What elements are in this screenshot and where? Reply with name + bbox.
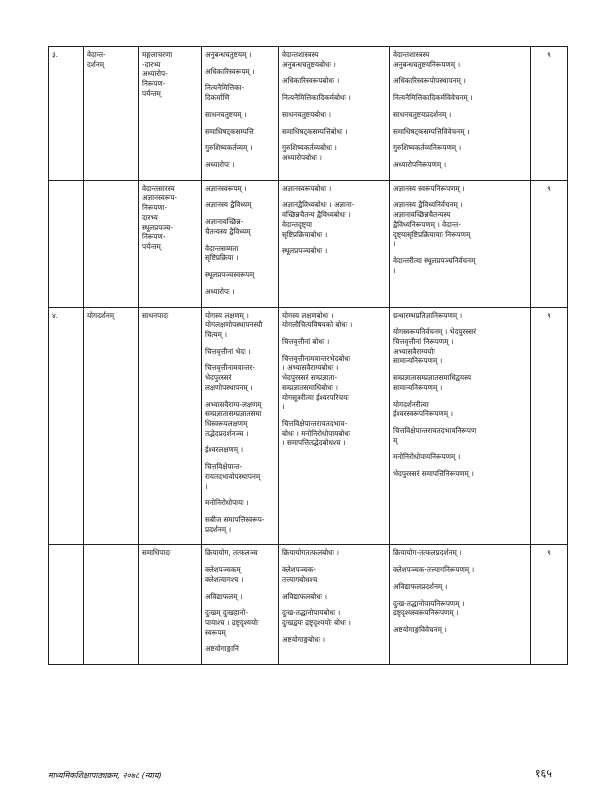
topic-item: गुरुशिष्यकर्तव्यम् । bbox=[205, 143, 253, 153]
topics-cell bbox=[202, 545, 279, 665]
footer-curriculum-title: माध्यमिकशिक्षापाठ्यक्रम, २०७८ (न्याय) bbox=[48, 771, 162, 780]
competency-item: योगस्वरूपनिर्वचनम् । भेदपुरस्सरं चित्तवृत्तीनां निरूपणम् । अभ्यासवैराग्ययोः सामान्यनिरूपणम् । bbox=[393, 327, 477, 366]
objective-item: समाधिषट्कसम्पत्तिबोधः । bbox=[282, 126, 348, 136]
objective-item: अज्ञानस्वरूपबोधः । bbox=[282, 183, 332, 193]
topic-item: चित्तवृत्तीनां भेदः । bbox=[205, 346, 251, 356]
topic-item: अध्यारोपः । bbox=[205, 160, 235, 170]
objective-item: अष्टयोगाङ्गबोधः । bbox=[282, 634, 326, 644]
objective-item: साधनचतुष्टयबोधः । bbox=[282, 109, 332, 119]
hours-value: ९ bbox=[531, 180, 568, 307]
competency-item: भेदपुरस्सरं समापत्तिनिरूपणम् । bbox=[393, 469, 474, 479]
competencies-cell bbox=[390, 307, 531, 545]
topics-cell bbox=[202, 307, 279, 545]
objective-item: स्थूलप्रपञ्चबोधः । bbox=[282, 246, 328, 256]
topic-item: अभ्यासवैराग्य-लक्षणम् सम्प्रज्ञातासम्प्रज्ञातसमा धिस्वरूपलक्षणम् तद्भेदप्रदर्शनञ्च । bbox=[205, 399, 262, 438]
topic-item: चित्तवृत्तीनामवान्तर- भेदपुरस्सरं लक्षणोपस्थापनम् । bbox=[205, 363, 256, 392]
competencies-cell bbox=[390, 47, 531, 181]
competency-item: नित्यनैमित्तिकादिकर्मविवेचनम् । bbox=[393, 93, 473, 103]
topic-item: चित्तविक्षेपान्त- रायतदभावोपस्थापनम् । bbox=[205, 462, 261, 491]
table-row bbox=[49, 307, 568, 545]
serial-number: ४. bbox=[49, 307, 84, 545]
unit-name: मङ्गलाचरणा -दारभ्य अध्यारोप- निरूपण- पर्यन्तम् bbox=[139, 47, 202, 181]
competency-item: योगदर्शनरीत्या ईश्वरस्वरूपनिरूपणम् । bbox=[393, 399, 454, 419]
competency-item: सम्प्रज्ञातासम्प्रज्ञातसमाधिद्वयस्य सामान्यनिरूपणम् । bbox=[393, 373, 472, 392]
unit-name: समाधिपादः bbox=[139, 545, 202, 665]
objectives-cell bbox=[279, 545, 390, 665]
topic-item: साधनचतुष्टयम् । bbox=[205, 109, 247, 119]
serial-number bbox=[49, 545, 84, 665]
table-row bbox=[49, 47, 568, 181]
topic-item: सबीज समापत्तिस्वरूप- प्रदर्शनम् । bbox=[205, 515, 265, 534]
topic-item: अध्यारोपः । bbox=[205, 286, 235, 296]
discipline-name: योगदर्शनम् bbox=[84, 307, 139, 545]
hours-value: ९ bbox=[531, 307, 568, 545]
objectives-cell bbox=[279, 180, 390, 307]
hours-value: ९ bbox=[531, 545, 568, 665]
objective-item: नित्यनैमित्तिकादिकर्मबोधः । bbox=[282, 93, 351, 103]
competency-item: मनोनिरोधोपायनिरूपणम् । bbox=[393, 452, 461, 462]
topic-item: क्रियायोग, तत्फलञ्च bbox=[205, 548, 258, 558]
objective-item: चित्तवृत्तीनां बोधः । bbox=[282, 336, 330, 346]
competencies-cell bbox=[390, 545, 531, 665]
topic-item: अज्ञानस्य द्वैविध्यम् bbox=[205, 200, 252, 210]
objective-item: अविद्याफलबोधः । bbox=[282, 591, 328, 601]
topic-item: ईश्वरलक्षणम् । bbox=[205, 445, 244, 455]
competency-item: अज्ञानस्य स्वरूपनिरूपणम् । bbox=[393, 183, 465, 193]
competencies-cell bbox=[390, 180, 531, 307]
competency-item: गुरुशिष्यकर्तव्यनिरूपणम् । bbox=[393, 143, 462, 153]
objective-item: चित्तवृत्तीनामवान्तरभेदबोधः । अभ्यासवैराग्यबोधः । भेदपुरस्सरं सम्प्रज्ञाता- सम्प्रज्ञातसमाधिबोधः । योगसूत्ररीत्या ईश्वरपरिचयः । bbox=[282, 353, 351, 412]
topic-item: नित्यनैमित्तिका- दिकर्माणि bbox=[205, 83, 245, 103]
objective-item: चित्तविक्षेपान्तरायतदभाव- बोधः । मनोनिरोधोपायबोधः । समापत्तितद्भेदबोधश्च । bbox=[282, 418, 351, 448]
objective-item: क्रियायोगतत्फलबोधः । bbox=[282, 548, 339, 558]
page-number: १६५ bbox=[534, 767, 552, 780]
competency-item: वेदान्तशास्त्रस्य अनुबन्धचतुष्टयनिरूपणम् । bbox=[393, 50, 461, 69]
topic-item: वेदान्तसम्मता सृष्टिप्रक्रिया । bbox=[205, 243, 239, 263]
objective-item: गुरुशिष्यकर्तव्यबोधः । अध्यारोपबोधः । bbox=[282, 143, 337, 163]
topic-item: अज्ञानावच्छिन्न- चैतन्यस्य द्वैविध्यम् bbox=[205, 217, 251, 236]
competency-item: क्रियायोग-तत्फलप्रदर्शनम् । bbox=[393, 548, 462, 558]
topic-item: समाधिषट्कसम्पत्ति bbox=[205, 126, 254, 136]
objectives-cell bbox=[279, 47, 390, 181]
topics-cell bbox=[202, 180, 279, 307]
objective-item: योगस्य लक्षणबोधः । योगलौचित्यविषयको बोधः । bbox=[282, 310, 353, 330]
topic-item: अनुबन्धचतुष्टयम् । bbox=[205, 50, 252, 59]
competency-item: अधिकारिस्वरूपोपस्थापनम् । bbox=[393, 76, 466, 86]
competency-item: अष्टयोगाङ्गविवेचनम् । bbox=[393, 625, 447, 635]
hours-value: ९ bbox=[531, 47, 568, 181]
competency-item: चित्तविक्षेपान्तरायतदभावनिरूपण म् bbox=[393, 425, 477, 445]
competency-item: दुःख-तद्धानोपायनिरूपणम् । द्रष्टृदृश्यस्वरूपनिरूपणम् । bbox=[393, 598, 465, 618]
topic-item: अविद्याफलम् । bbox=[205, 591, 243, 601]
topic-item: अष्टयोगाङ्गानि bbox=[205, 644, 239, 654]
unit-name: साधनपादः bbox=[139, 307, 202, 545]
discipline-name bbox=[84, 545, 139, 665]
topic-item: योगस्य लक्षणम् । योगलक्षणोपस्थापनस्यौ चित्यम् । bbox=[205, 310, 263, 339]
objective-item: अज्ञानद्वैविध्यबोधः । अज्ञाना- वच्छिन्नचैतन्य द्वैविध्यबोधः । वेदान्तदृष्ट्या सृष्टिप्रक्रियाबोधः । bbox=[282, 200, 355, 239]
serial-number: ३. bbox=[49, 47, 84, 181]
competency-item: साधनचतुष्टयप्रदर्शनम् । bbox=[393, 109, 452, 119]
topic-item: स्थूलप्रपञ्चस्वरूपम् bbox=[205, 270, 255, 280]
topic-item: मनोनिरोधोपायः । bbox=[205, 498, 249, 508]
competency-item: अध्यारोपनिरूपणम् । bbox=[393, 160, 447, 170]
table-row bbox=[49, 180, 568, 307]
topic-item: दुःखम् दुःखहानो- पायाश्च । द्रष्टृदृश्ययोः स्वरूपम् bbox=[205, 608, 259, 637]
competency-item: ग्रन्थारम्भप्रतिज्ञानिरूपणम् । bbox=[393, 310, 463, 320]
objective-item: दुःख-तद्धानोपायबोधः । दुःखद्वयः द्रष्टृदृश्ययोः बोधः । bbox=[282, 608, 351, 628]
objective-item: वेदान्तशास्त्रस्य अनुबन्धचतुष्टयबोधः । bbox=[282, 50, 336, 69]
competency-item: अज्ञानस्य द्वैविध्यनिर्वचनम् । अज्ञानावच्छिन्नचैतन्यस्य द्वैविध्यनिरूपणम् । वेदान्त- दृष्ट्यासृष्टिप्रक्रियायाः निरूपणम् । bbox=[393, 200, 471, 249]
competency-item: समाधिषट्कसम्पत्तिविवेचनम् । bbox=[393, 126, 470, 136]
unit-name: वेदान्तसारस्य अज्ञानस्वरूप- निरूपणा- दारभ्य स्थूलप्रपञ्च- निरूपण- पर्यन्तम् bbox=[139, 180, 202, 307]
discipline-name bbox=[84, 180, 139, 307]
objective-item: अधिकारिस्वरूपबोधः । bbox=[282, 76, 340, 86]
competency-item: अविद्याफलप्रदर्शनम् । bbox=[393, 581, 448, 591]
topic-item: क्लेशपञ्चकम् क्लेशत्यागश्च । bbox=[205, 565, 244, 584]
table-row bbox=[49, 545, 568, 665]
discipline-name: वेदान्त- दर्शनम् bbox=[84, 47, 139, 181]
competency-item: क्लेशपञ्चक-तत्त्यागनिरूपणम् । bbox=[393, 565, 475, 575]
topic-item: अज्ञानस्वरूपम् । bbox=[205, 183, 247, 193]
objectives-cell bbox=[279, 307, 390, 545]
competency-item: वेदान्तरीत्या स्थूलप्रपञ्चनिर्वचनम् । bbox=[393, 256, 476, 275]
topics-cell bbox=[202, 47, 279, 181]
syllabus-table bbox=[48, 46, 568, 665]
topic-item: अधिकारिस्वरूपम् । bbox=[205, 66, 255, 76]
objective-item: क्लेशपञ्चक- तत्त्यागबोधश्च bbox=[282, 565, 318, 584]
serial-number bbox=[49, 180, 84, 307]
